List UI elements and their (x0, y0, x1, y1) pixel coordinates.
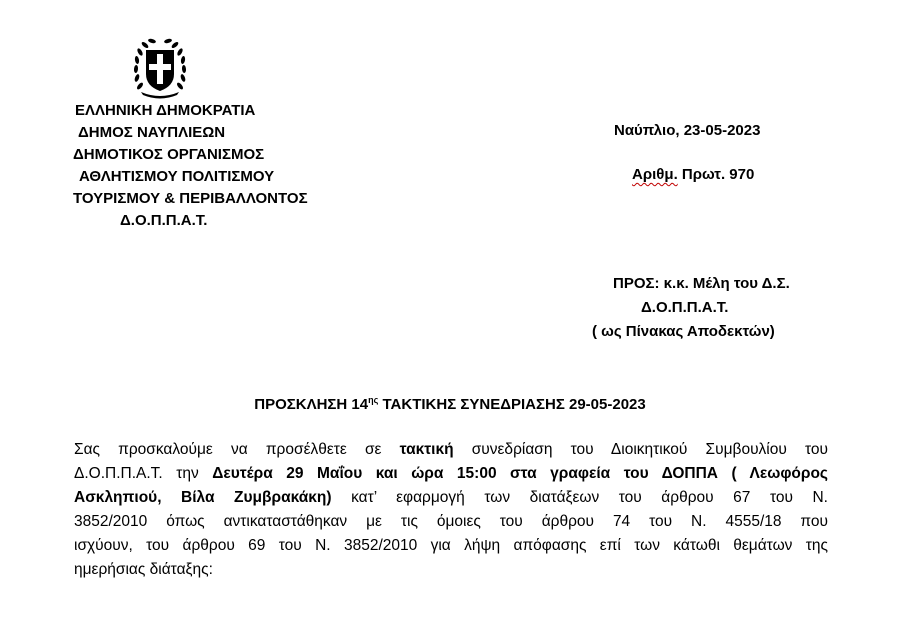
title-suffix: ΤΑΚΤΙΚΗΣ ΣΥΝΕΔΡΙΑΣΗΣ 29-05-2023 (378, 396, 646, 413)
body-line-2 (74, 462, 828, 486)
body-text: συνεδρίαση του Διοικητικού Συμβουλίου του (453, 441, 828, 458)
header-line-organization: ΔΗΜΟΤΙΚΟΣ ΟΡΓΑΝΙΣΜΟΣ (73, 146, 265, 163)
body-line-4: 3852/2010 όπως αντικαταστάθηκαν με τις όμοιες του άρθρου 74 του Ν. 4555/18 που (74, 513, 828, 530)
protocol-number (632, 166, 754, 183)
body-bold-text: Δευτέρα 29 Μαΐου και ώρα 15:00 στα γραφεία του ΔΟΠΠΑ ( Λεωφόρος (212, 465, 828, 482)
header-line-acronym: Δ.Ο.Π.Π.Α.Τ. (120, 212, 208, 229)
recipient-line-acronym: Δ.Ο.Π.Π.Α.Τ. (641, 299, 729, 316)
header-line-republic: ΕΛΛΗΝΙΚΗ ΔΗΜΟΚΡΑΤΙΑ (75, 102, 256, 119)
body-line-6: ημερήσιας διάταξης: (74, 561, 213, 578)
protocol-label: Αριθμ. (632, 166, 678, 183)
header-line-municipality: ΔΗΜΟΣ ΝΑΥΠΛΙΕΩΝ (78, 124, 226, 141)
body-line-3 (74, 486, 828, 510)
protocol-value: Πρωτ. 970 (677, 166, 755, 183)
header-line-tourism-environment: ΤΟΥΡΙΣΜΟΥ & ΠΕΡΙΒΑΛΛΟΝΤΟΣ (73, 190, 308, 207)
body-text: Δ.Ο.Π.Π.Α.Τ. την (74, 465, 213, 482)
title-ordinal-suffix: ης (368, 395, 379, 405)
body-text: Σας προσκαλούμε να προσέλθετε σε (74, 441, 400, 458)
coat-of-arms-emblem (131, 36, 189, 100)
invitation-body (74, 438, 828, 582)
place-date: Ναύπλιο, 23-05-2023 (614, 122, 761, 139)
body-bold-text: τακτική (399, 441, 454, 458)
recipient-line-list: ( ως Πίνακας Αποδεκτών) (592, 323, 775, 340)
header-line-sports-culture: ΑΘΛΗΤΙΣΜΟΥ ΠΟΛΙΤΙΣΜΟΥ (79, 168, 275, 185)
body-bold-text: Ασκληπιού, Βίλα Ζυμβρακάκη) (74, 489, 332, 506)
body-text: κατ’ εφαρμογή των διατάξεων του άρθρου 67 του Ν. (331, 489, 828, 506)
body-line-5: ισχύουν, του άρθρου 69 του Ν. 3852/2010 για λήψη απόφασης επί των κάτωθι θεμάτων της (74, 537, 828, 554)
body-line-1 (74, 438, 828, 462)
title-prefix: ΠΡΟΣΚΛΗΣΗ 14 (254, 396, 369, 413)
recipient-line-to: ΠΡΟΣ: κ.κ. Μέλη του Δ.Σ. (613, 275, 790, 292)
invitation-title (0, 395, 900, 413)
